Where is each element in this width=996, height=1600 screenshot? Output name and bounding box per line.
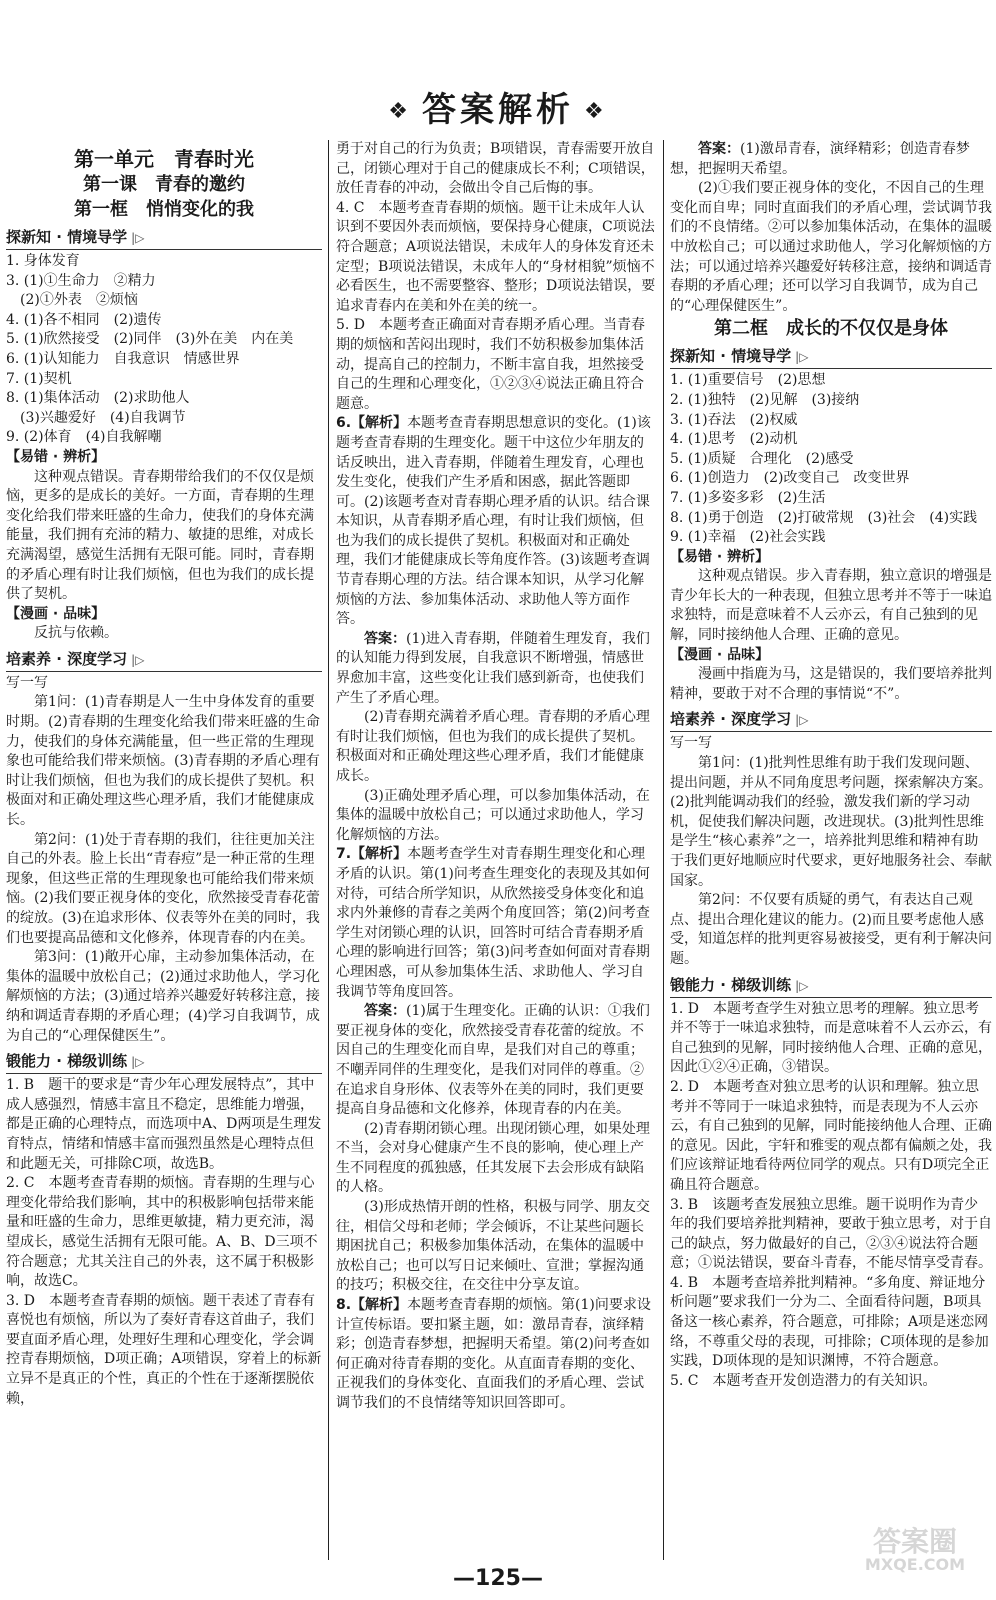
write-q1: 第1问：(1)青春期是人一生中身体发育的重要时期。(2)青春期的生理变化给我们带来旺盛的生命力，使我们的身体充满能量，但一些正常的生理现象也可能给我们带来烦恼。(3)青春期的矛盾心理有时让我们烦恼，但也为我们的成长提供了契机。积极面对和正确处理这些心理矛盾，我们才能健康成长。: [6, 694, 320, 829]
answer-text: (3)正确处理矛盾心理，可以参加集体活动，在集体的温暖中放松自己；可以通过求助他人，学习化解烦恼的方法。: [336, 787, 650, 843]
unit-heading: 第一单元 青春时光: [74, 147, 254, 171]
list-item: 9. (1)幸福 (2)社会实践: [670, 529, 826, 546]
answer-block: [336, 1002, 656, 1120]
question-1: 1. D 本题考查学生对独立思考的理解。独立思考并不等于一味追求独特，而是意味着不人云亦云，有自己独到的见解，同时接纳他人合理、正确的意见，因此①②④正确，③错误。: [670, 1000, 992, 1076]
analysis-text: 本题考查学生对青春期生理变化和心理矛盾的认识。第(1)问考查生理变化的表现及其如何对待，可结合所学知识，从欣然接受身体变化和追求内外兼修的青春之美两个角度回答；第(2)问考查学生对闭锁心理的认识，回答时可结合青春期矛盾心理的影响进行回答；第(3)问考查如何面对青春期心理困惑，可从参加集体生活、求助他人、学习自我调节等角度回答。: [336, 846, 650, 1000]
section-title: 锻能力 · 梯级训练: [670, 975, 792, 994]
question-8: [336, 1296, 656, 1414]
column-divider-1: [328, 140, 329, 1560]
easy-error-text: 这种观点错误。步入青春期，独立意识的增强是青少年长大的一种表现，但独立思考并不等于一味追求独特，而是意味着不人云亦云，有自己独到的见解，同时接纳他人合理、正确的意见。: [670, 568, 992, 644]
answer-text: (1)激昂青春，演绎精彩；创造青春梦想，把握明天希望。: [670, 141, 970, 177]
analysis-label: 6.【解析】: [336, 415, 408, 432]
column-divider-2: [663, 140, 664, 1560]
list-item: (2)①外表 ②烦恼: [6, 292, 138, 309]
section-heading-explore: [670, 345, 992, 369]
arrow-icon: |▷: [795, 978, 809, 993]
answer-list: [670, 371, 992, 547]
question-3-continued: 勇于对自己的行为负责；B项错误，青春需要开放自己，闭锁心理对于自己的健康成长不利；C项错误，放任青春的冲动，会做出令自己后悔的事。: [336, 141, 655, 197]
analysis-label: 8.【解析】: [336, 1297, 408, 1314]
answer-label: 答案：: [698, 141, 740, 157]
section-heading-train: [670, 974, 992, 998]
list-item: 2. (1)独特 (2)见解 (3)接纳: [670, 391, 860, 408]
question-1: 1. B 题干的要求是“青少年心理发展特点”，其中成人感强烈，情感丰富且不稳定，思维能力增强，都是正确的心理特点，而选项中A、D两项是生理发育特点，情绪和情感丰富而强烈虽然是心理特点但和此题无关，可排除C项，故选B。: [6, 1077, 322, 1172]
section-heading-deep: [670, 708, 992, 732]
list-item: 7. (1)契机: [6, 370, 72, 387]
question-5: 5. C 本题考查开发创造潜力的有关知识。: [670, 1372, 937, 1389]
arrow-icon: |▷: [795, 350, 809, 365]
list-item: 4. (1)思考 (2)动机: [670, 431, 798, 448]
question-3: 3. B 该题考查发展独立思维。题干说明作为青少年的我们要培养批判精神，要敢于独立思考，对于自己的缺点，努力做最好的自己，②③④说法符合题意；①说法错误，要奋斗青春，不能尽情享受青春。: [670, 1196, 992, 1272]
section-title: 锻能力 · 梯级训练: [6, 1052, 128, 1071]
analysis-label: 7.【解析】: [336, 846, 408, 863]
question-4: 4. C 本题考查青春期的烦恼。题干让未成年人认识到不要因外表而烦恼，要保持身心健康，C项说法符合题意；A项说法错误，未成年人的身体发育还未定型；B项说法错误，未成年人的“身材相貌”烦恼不必看医生，也不需要整容、整形；D项说法错误，要追求青春内在美和外在美的统一。: [336, 199, 656, 314]
write-q2: 第2问：(1)处于青春期的我们，往往更加关注自己的外表。脸上长出“青春痘”是一种正常的生理现象，但这些正常的生理现象也可能给我们带来烦恼。(2)我们要正视身体的变化，欣然接受青春花蕾的绽放。(3)在追求形体、仪表等外在美的同时，我们也要提高品德和文化修养，体现青春的内在美。: [6, 831, 320, 946]
list-item: 4. (1)各不相同 (2)遗传: [6, 311, 162, 328]
answer-block: [670, 140, 992, 179]
answer-text: (1)进入青春期，伴随着生理发育，我们的认知能力得到发展，自我意识不断增强，情感世界愈加丰富，这些变化让我们感到新奇，也使我们产生了矛盾心理。: [336, 630, 650, 706]
page-title: [0, 82, 996, 131]
watermark: [840, 1525, 990, 1574]
question-3: 3. D 本题考查青春期的烦恼。题干表述了青春有喜悦也有烦恼，所以为了奏好青春这首曲子，我们要直面矛盾心理，处理好生理和心理变化，学会调控青春期烦恼，D项正确；A项错误，穿着上的标新立异不是真正的个性，真正的个性在于逐渐摆脱依赖，: [6, 1292, 322, 1407]
section-title: 培素养 · 深度学习: [670, 710, 792, 729]
frame-heading: 第一框 悄悄变化的我: [74, 199, 254, 220]
answer-text: (2)青春期闭锁心理。出现闭锁心理，如果处理不当，会对身心健康产生不良的影响，使心理上产生不同程度的孤独感，任其发展下去会形成有缺陷的人格。: [336, 1120, 650, 1196]
analysis-text: 本题考查青春期思想意识的变化。(1)该题考查青春期的生理变化。题干中这位少年朋友的话反映出，进入青春期，伴随着生理发育，心理也发生变化，使我们产生矛盾和困惑，据此答题即可。(2)该题考查对青春期心理矛盾的认识。结合课本知识，从青春期矛盾心理，有时让我们烦恼，但也为我们的成长提供了契机。积极面对和正确处理，我们才能健康成长等角度作答。(3)该题考查调节青春期心理的方法。结合课本知识，从学习化解烦恼的方法、参加集体活动、求助他人等方面作答。: [336, 415, 651, 628]
column-1: [6, 146, 322, 1409]
arrow-icon: |▷: [131, 231, 145, 245]
easy-error-label: 【易错 · 辨析】: [6, 448, 106, 465]
write-q1: 第1问：(1)批判性思维有助于我们发现问题、提出问题，并从不同角度思考问题，探索解决方案。(2)批判能调动我们的经验，激发我们新的学习动机，促使我们解决问题，改进现状。(3)批判性思维是学生“核心素养”之一，培养批判思维和精神有助于我们更好地顺应时代要求，更好地服务社会、奉献国家。: [670, 755, 992, 889]
list-item: 3. (1)①生命力 ②精力: [6, 272, 156, 289]
list-item: 7. (1)多姿多彩 (2)生活: [670, 489, 826, 506]
frame-heading: 第二框 成长的不仅仅是身体: [714, 318, 948, 340]
list-item: 6. (1)创造力 (2)改变自己 改变世界: [670, 470, 910, 487]
list-item: 1. 身体发育: [6, 253, 80, 269]
list-item: 1. (1)重要信号 (2)思想: [670, 372, 826, 389]
comic-text: 漫画中指鹿为马，这是错误的，我们要培养批判精神，要敢于对不合理的事情说“不”。: [670, 666, 992, 702]
page-number: —125—: [453, 1566, 543, 1591]
answer-text: (1)属于生理变化。正确的认识：①我们要正视身体的变化，欣然接受青春花蕾的绽放。不因自己的生理变化而自卑，是我们对自己的尊重；不嘲弄同伴的生理变化，是我们对同伴的尊重。②在追求自身形体、仪表等外在美的同时，我们更要提高自身品德和文化修养，体现青春的内在美。: [336, 1003, 650, 1118]
section-heading-explore: [6, 226, 322, 250]
arrow-icon: |▷: [131, 652, 145, 667]
question-5: 5. D 本题考查正确面对青春期矛盾心理。当青春期的烦恼和苦闷出现时，我们不妨积极参加集体活动，提高自己的控制力，不断丰富自我，坦然接受自己的生理和心理变化，①②③④说法正确且符合题意。: [336, 317, 646, 412]
question-7: [336, 845, 656, 1002]
answer-text: (3)形成热情开朗的性格，积极与同学、朋友交往，相信父母和老师；学会倾诉，不让某些问题长期困扰自己；积极参加集体活动，在集体的温暖中放松自己；也可以写日记来倾吐、宣泄；掌握沟通的技巧；积极交往，在交往中分享友谊。: [336, 1199, 650, 1294]
write-q3: 第3问：(1)敞开心扉，主动参加集体活动，在集体的温暖中放松自己；(2)通过求助他人，学习化解烦恼的方法；(3)通过培养兴趣爱好转移注意，接纳和调适青春期的矛盾心理；(4)学习自我调节，成为自己的“心理保健医生”。: [6, 949, 320, 1044]
comic-text: 反抗与依赖。: [34, 625, 118, 642]
answer-text: (2)青春期充满着矛盾心理。青春期的矛盾心理有时让我们烦恼，但也为我们的成长提供了契机。积极面对和正确处理这些心理矛盾，我们才能健康成长。: [336, 709, 650, 784]
section-heading-train: [6, 1050, 322, 1074]
column-2: [336, 140, 656, 1414]
lesson-heading: 第一课 青春的邀约: [83, 174, 245, 195]
answer-list: [6, 252, 322, 448]
list-item: 9. (2)体育 (4)自我解嘲: [6, 429, 162, 446]
list-item: 8. (1)集体活动 (2)求助他人: [6, 390, 190, 407]
list-item: 8. (1)勇于创造 (2)打破常规 (3)社会 (4)实践: [670, 509, 978, 526]
list-item: 5. (1)欣然接受 (2)同伴 (3)外在美 内在美: [6, 331, 294, 348]
section-heading-deep: [6, 648, 322, 672]
title-text: 答案解析: [422, 90, 574, 130]
arrow-icon: |▷: [131, 1055, 145, 1070]
column-3: [670, 140, 992, 1391]
analysis-text: 本题考查青春期的烦恼。第(1)问要求设计宣传标语。要扣紧主题，如：激昂青春，演绎精彩；创造青春梦想，把握明天希望。第(2)问考查如何正确对待青春期的变化。从直面青春期的变化、正视我们的身体变化、直面我们的矛盾心理、尝试调节我们的不良情绪等知识回答即可。: [336, 1297, 651, 1411]
answer-label: 答案：: [364, 1003, 406, 1020]
write-label: 写一写: [6, 674, 48, 691]
section-title: 培素养 · 深度学习: [6, 649, 128, 668]
list-item: 3. (1)吞法 (2)权威: [670, 411, 798, 428]
ornament-left-icon: ❖: [388, 99, 412, 124]
question-6: [336, 414, 656, 630]
comic-label: 【漫画 · 品味】: [670, 646, 770, 663]
question-2: 2. D 本题考查对独立思考的认识和理解。独立思考并不等同于一味追求独特，而是表现为不人云亦云，有自己独到的见解，同时能接纳他人合理、正确的意见。因此，宇轩和雅雯的观点都有偏颇之处，我们应该辩证地看待两位同学的观点。只有D项完全正确且符合题意。: [670, 1078, 992, 1193]
write-q2: 第2问：不仅要有质疑的勇气，有表达自己观点、提出合理化建议的能力。(2)而且要考虑他人感受，知道怎样的批判更容易被接受，更有利于解决问题。: [670, 892, 992, 967]
question-2: 2. C 本题考查青春期的烦恼。青春期的生理与心理变化带给我们影响，其中的积极影响包括带来能量和旺盛的生命力，思维更敏捷，精力更充沛，渴望成长，感觉生活拥有无限可能。A、B、D三项不符合题意；尤其关注自己的外表，这不属于积极影响，故选C。: [6, 1175, 318, 1290]
watermark-line1: 答案圈: [872, 1525, 957, 1558]
section-title: 探新知 · 情境导学: [6, 228, 128, 246]
question-4: 4. B 本题考查培养批判精神。“多角度、辩证地分析问题”要求我们一分为二、全面看待问题，B项具备这一核心素养，符合题意，可排除；A项是迷恋网络，不尊重父母的表现，可排除；C项体现的是参加实践，D项体现的是知识渊博，不符合题意。: [670, 1274, 989, 1370]
watermark-line2: MXQE.COM: [864, 1555, 966, 1574]
list-item: 6. (1)认知能力 自我意识 情感世界: [6, 350, 240, 367]
list-item: (3)兴趣爱好 (4)自我调节: [6, 409, 186, 426]
answer-block: [336, 630, 656, 708]
answer-text: (2)①我们要正视身体的变化，不因自己的生理变化而自卑；同时直面我们的矛盾心理，尝试调节我们的不良情绪。②可以参加集体活动，在集体的温暖中放松自己；可以通过求助他人，学习化解烦恼的方法；可以通过培养兴趣爱好转移注意，接纳和调适青春期的矛盾心理；还可以学习自我调节，成为自己的“心理保健医生”。: [670, 180, 992, 314]
ornament-right-icon: ❖: [584, 99, 608, 124]
list-item: 5. (1)质疑 合理化 (2)感受: [670, 450, 854, 467]
comic-label: 【漫画 · 品味】: [6, 605, 106, 622]
easy-error-label: 【易错 · 辨析】: [670, 548, 770, 565]
write-label: 写一写: [670, 735, 712, 752]
arrow-icon: |▷: [795, 713, 809, 728]
section-title: 探新知 · 情境导学: [670, 347, 792, 366]
easy-error-text: 这种观点错误。青春期带给我们的不仅仅是烦恼，更多的是成长的美好。一方面，青春期的生理变化给我们带来旺盛的生命力，使我们的身体充满能量，我们拥有充沛的精力、敏捷的思维，对成长充满渴望，感觉生活拥有无限可能。同时，青春期的矛盾心理有时让我们烦恼，但也为我们的成长提供了契机。: [6, 468, 314, 603]
answer-label: 答案：: [364, 630, 406, 647]
